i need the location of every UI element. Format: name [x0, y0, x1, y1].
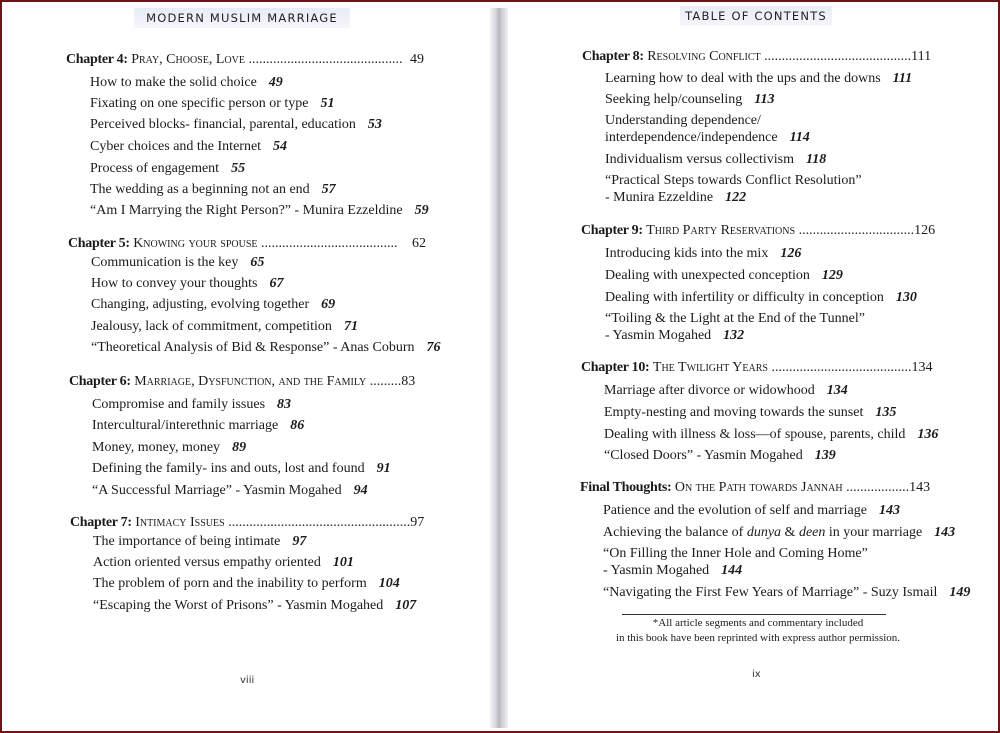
chapter-label: Chapter 4: — [66, 52, 128, 67]
leader-dots: ........................................ — [771, 360, 912, 375]
entry-page: 114 — [789, 130, 810, 145]
entry-title: in your marriage — [825, 525, 923, 540]
entry-title: Introducing kids into the mix — [605, 246, 769, 261]
toc-entry[interactable] — [93, 575, 400, 592]
toc-entry[interactable] — [604, 404, 896, 421]
entry-title: The problem of porn and the inability to perform — [93, 576, 367, 591]
entry-page: 97 — [292, 534, 307, 549]
entry-page: 134 — [826, 383, 848, 398]
chapter-label: Chapter 8: — [582, 49, 644, 64]
entry-title: “Navigating the First Few Years of Marriage” - Suzy Ismail — [603, 585, 938, 600]
toc-entry[interactable] — [603, 545, 868, 579]
toc-entry[interactable] — [605, 245, 801, 262]
toc-entry[interactable] — [604, 382, 848, 399]
toc-entry[interactable] — [90, 116, 382, 133]
entry-page: 143 — [934, 525, 956, 540]
leader-dots: ....................................... — [261, 236, 398, 251]
entry-title: Learning how to deal with the ups and the downs — [605, 71, 881, 86]
page-folio: ix — [752, 669, 761, 680]
chapter-label: Final Thoughts: — [580, 480, 672, 495]
entry-page: 101 — [332, 555, 354, 570]
entry-title: “Toiling & the Light at the End of the Tunnel” — [605, 311, 865, 326]
toc-entry[interactable] — [603, 502, 900, 519]
entry-page: 51 — [320, 96, 335, 111]
entry-title: “Theoretical Analysis of Bid & Response” - Anas Coburn — [91, 340, 415, 355]
toc-entry[interactable] — [92, 439, 246, 456]
entry-page: 55 — [231, 161, 246, 176]
entry-page: 113 — [754, 92, 775, 107]
chapter-title: Marriage, Dysfunction, and the Family — [134, 374, 367, 389]
entry-title-italic: dunya — [746, 525, 782, 540]
entry-title: Intercultural/interethnic marriage — [92, 418, 279, 433]
left-page — [2, 2, 490, 731]
toc-entry[interactable] — [92, 482, 368, 499]
toc-entry[interactable] — [93, 554, 354, 571]
entry-page: 111 — [892, 71, 913, 86]
entry-page: 149 — [949, 585, 971, 600]
entry-page: 86 — [290, 418, 305, 433]
entry-page: 130 — [895, 290, 917, 305]
toc-entry[interactable] — [605, 172, 862, 206]
leader-dots: ............................................ — [248, 52, 403, 67]
entry-title: “Practical Steps towards Conflict Resolution” — [605, 173, 862, 188]
entry-title: “A Successful Marriage” - Yasmin Mogahed — [92, 483, 342, 498]
chapter-title: On the Path towards Jannah — [674, 480, 843, 495]
entry-title: Achieving the balance of — [603, 525, 747, 540]
toc-entry[interactable] — [91, 275, 283, 292]
entry-page: 107 — [395, 598, 417, 613]
chapter-title: The Twilight Years — [652, 360, 768, 375]
leader-dots: .................. — [846, 480, 910, 495]
chapter-label: Chapter 5: — [68, 236, 130, 251]
toc-entry[interactable] — [605, 91, 775, 108]
chapter-label: Chapter 6: — [69, 374, 131, 389]
chapter-page-number: 143 — [909, 480, 931, 495]
entry-title-cont: interdependence/independence — [605, 130, 778, 145]
entry-page: 83 — [277, 397, 292, 412]
toc-entry[interactable] — [91, 339, 441, 356]
toc-entry[interactable] — [603, 584, 970, 601]
entry-title: & — [781, 525, 799, 540]
entry-page: 143 — [878, 503, 900, 518]
toc-entry[interactable] — [91, 254, 264, 271]
entry-page: 65 — [250, 255, 265, 270]
footnote — [568, 616, 948, 646]
entry-page: 54 — [273, 139, 288, 154]
toc-entry[interactable] — [92, 460, 391, 477]
toc-entry[interactable] — [604, 426, 938, 443]
chapter-page-number: 111 — [911, 49, 932, 64]
entry-title: “On Filling the Inner Hole and Coming Home” — [603, 546, 868, 561]
chapter-page-number: 126 — [914, 223, 936, 238]
entry-title: Perceived blocks- financial, parental, education — [90, 117, 356, 132]
entry-page: 69 — [321, 297, 336, 312]
chapter-title: Resolving Conflict — [647, 49, 761, 64]
chapter-heading[interactable] — [581, 223, 935, 239]
entry-title-italic: deen — [798, 525, 826, 540]
entry-title-cont: - Yasmin Mogahed — [603, 563, 710, 578]
entry-page: 53 — [367, 117, 382, 132]
book-spine — [490, 8, 508, 728]
entry-page: 67 — [269, 276, 284, 291]
entry-title: “Escaping the Worst of Prisons” - Yasmin Mogahed — [93, 598, 384, 613]
entry-title: Defining the family- ins and outs, lost and found — [92, 461, 365, 476]
entry-title: Individualism versus collectivism — [605, 152, 794, 167]
chapter-title: Intimacy Issues — [135, 515, 225, 530]
chapter-page-number: 97 — [410, 515, 425, 530]
entry-page: 139 — [814, 448, 836, 463]
toc-entry[interactable] — [90, 160, 245, 177]
entry-title: The wedding as a beginning not an end — [90, 182, 310, 197]
entry-page: 122 — [725, 190, 747, 205]
entry-title-cont: - Munira Ezzeldine — [605, 190, 714, 205]
chapter-label: Chapter 10: — [581, 360, 650, 375]
entry-title: Patience and the evolution of self and marriage — [603, 503, 867, 518]
entry-title: Understanding dependence/ — [605, 113, 761, 128]
entry-title: Seeking help/counseling — [605, 92, 743, 107]
toc-entry[interactable] — [605, 70, 912, 87]
toc-entry[interactable] — [605, 289, 917, 306]
toc-entry[interactable] — [92, 417, 304, 434]
chapter-heading[interactable] — [68, 236, 398, 252]
chapter-title: Third Party Reservations — [646, 223, 796, 238]
page-folio: viii — [240, 675, 255, 686]
toc-entry[interactable] — [604, 447, 836, 464]
toc-entry[interactable] — [605, 310, 865, 344]
chapter-page-number: 62 — [412, 236, 426, 251]
entry-title: Jealousy, lack of commitment, competition — [91, 319, 332, 334]
entry-page: 91 — [376, 461, 391, 476]
toc-entry[interactable] — [90, 181, 336, 198]
entry-page: 132 — [723, 328, 745, 343]
entry-title: Marriage after divorce or widowhood — [604, 383, 815, 398]
chapter-title: Knowing your spouse — [133, 236, 258, 251]
entry-page: 104 — [378, 576, 400, 591]
leader-dots: .......................................... — [764, 49, 912, 64]
leader-dots: ......... — [369, 374, 402, 389]
chapter-heading[interactable] — [70, 515, 424, 531]
entry-title: The importance of being intimate — [93, 534, 281, 549]
entry-title: Dealing with unexpected conception — [605, 268, 810, 283]
entry-page: 118 — [805, 152, 827, 167]
entry-title: Changing, adjusting, evolving together — [91, 297, 310, 312]
toc-entry[interactable] — [93, 597, 416, 614]
entry-title: Cyber choices and the Internet — [90, 139, 262, 154]
entry-title: “Closed Doors” - Yasmin Mogahed — [604, 448, 803, 463]
entry-page: 49 — [268, 75, 283, 90]
entry-page: 126 — [780, 246, 802, 261]
entry-title: Action oriented versus empathy oriented — [93, 555, 321, 570]
toc-entry[interactable] — [93, 533, 306, 550]
entry-page: 71 — [343, 319, 358, 334]
entry-page: 136 — [917, 427, 939, 442]
entry-title: Fixating on one specific person or type — [90, 96, 309, 111]
entry-title: How to convey your thoughts — [91, 276, 258, 291]
leader-dots: ................................. — [798, 223, 915, 238]
running-head-right: TABLE OF CONTENTS — [680, 6, 832, 26]
chapter-page-number: 49 — [410, 52, 424, 67]
entry-page: 59 — [414, 203, 429, 218]
toc-entry[interactable] — [91, 318, 358, 335]
entry-page: 89 — [232, 440, 247, 455]
entry-page: 135 — [875, 405, 897, 420]
entry-title: Dealing with infertility or difficulty in conception — [605, 290, 884, 305]
chapter-heading[interactable] — [582, 49, 931, 65]
chapter-heading[interactable] — [69, 374, 415, 390]
leader-dots: .................................................... — [228, 515, 411, 530]
toc-entry[interactable] — [605, 112, 810, 146]
toc-entry[interactable] — [603, 524, 955, 541]
entry-title: Compromise and family issues — [92, 397, 266, 412]
entry-page: 94 — [353, 483, 368, 498]
toc-entry[interactable] — [90, 202, 429, 219]
toc-entry[interactable] — [605, 267, 843, 284]
footnote-line: *All article segments and commentary included — [652, 617, 864, 629]
toc-entry[interactable] — [90, 95, 335, 112]
entry-title: Dealing with illness & loss—of spouse, parents, child — [604, 427, 906, 442]
entry-title: Communication is the key — [91, 255, 239, 270]
toc-entry[interactable] — [91, 296, 335, 313]
toc-entry[interactable] — [605, 151, 826, 168]
toc-entry[interactable] — [92, 396, 291, 413]
entry-page: 129 — [821, 268, 843, 283]
running-head-left: MODERN MUSLIM MARRIAGE — [134, 8, 350, 28]
toc-entry[interactable] — [90, 74, 283, 91]
chapter-page-number: 83 — [401, 374, 416, 389]
entry-page: 57 — [321, 182, 336, 197]
footnote-line: in this book have been reprinted with express author permission. — [615, 632, 901, 644]
right-page — [508, 2, 1000, 731]
entry-title: Money, money, money — [92, 440, 221, 455]
chapter-heading[interactable] — [66, 52, 402, 68]
toc-entry[interactable] — [90, 138, 287, 155]
footnote-divider — [622, 614, 886, 615]
entry-title: “Am I Marrying the Right Person?” - Munira Ezzeldine — [90, 203, 403, 218]
chapter-heading[interactable] — [581, 360, 932, 376]
entry-title: Process of engagement — [90, 161, 220, 176]
chapter-page-number: 134 — [911, 360, 933, 375]
entry-page: 76 — [426, 340, 441, 355]
chapter-label: Chapter 9: — [581, 223, 643, 238]
chapter-title: Pray, Choose, Love — [131, 52, 245, 67]
entry-title-cont: - Yasmin Mogahed — [605, 328, 712, 343]
chapter-label: Chapter 7: — [70, 515, 132, 530]
entry-title: Empty-nesting and moving towards the sunset — [604, 405, 864, 420]
entry-page: 144 — [721, 563, 743, 578]
entry-title: How to make the solid choice — [90, 75, 257, 90]
chapter-heading[interactable] — [580, 480, 930, 496]
